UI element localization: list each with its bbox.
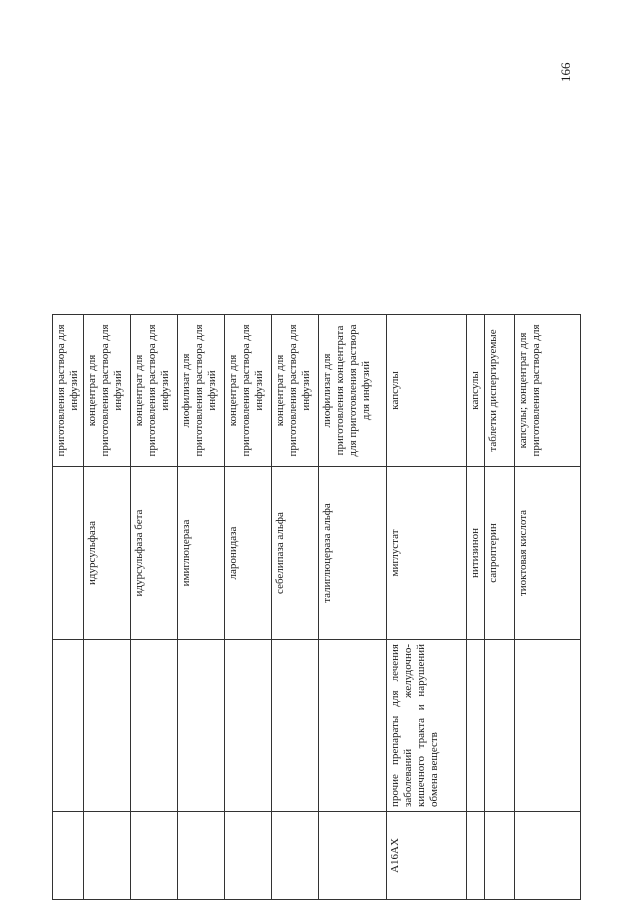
drug-name-cell: нитизинон: [467, 467, 485, 640]
group-cell: [272, 640, 319, 812]
dosage-form-cell: лиофилизат для приготовления раствора для инфузий: [178, 315, 225, 467]
drug-name-cell: себелипаза альфа: [272, 467, 319, 640]
drug-table: [52, 314, 581, 900]
table-row: [319, 315, 387, 900]
dosage-form-cell: лиофилизат для приготовления концентрата для приготовления раствора для инфузий: [319, 315, 387, 467]
dosage-form-cell: капсулы; концентрат для приготовления раствора для: [515, 315, 581, 467]
drug-name-cell: миглустат: [387, 467, 467, 640]
group-cell: [53, 640, 84, 812]
table-row: [387, 315, 467, 900]
atc-code-cell: [485, 812, 515, 900]
dosage-form-cell: капсулы: [467, 315, 485, 467]
group-cell: [84, 640, 131, 812]
atc-code-cell: [319, 812, 387, 900]
drug-name-cell: тиоктовая кислота: [515, 467, 581, 640]
atc-code-cell: [515, 812, 581, 900]
table-row: [467, 315, 485, 900]
atc-code-cell: [272, 812, 319, 900]
drug-name-cell: ларонидаза: [225, 467, 272, 640]
atc-code-cell: [84, 812, 131, 900]
table-row: [131, 315, 178, 900]
table-row: [485, 315, 515, 900]
group-cell: [131, 640, 178, 812]
atc-code-cell: [131, 812, 178, 900]
group-cell: [225, 640, 272, 812]
table-row: [53, 315, 84, 900]
table-row: [515, 315, 581, 900]
group-cell: прочие препараты для лечения заболеваний желудочно-кишечного тракта и нарушений обмена веществ: [387, 640, 467, 812]
group-cell: [467, 640, 485, 812]
group-cell: [178, 640, 225, 812]
drug-name-cell: сапроптерин: [485, 467, 515, 640]
drug-name-cell: [53, 467, 84, 640]
dosage-form-cell: капсулы: [387, 315, 467, 467]
drug-name-cell: идурсульфаза бета: [131, 467, 178, 640]
atc-code-cell: [225, 812, 272, 900]
dosage-form-cell: приготовления раствора для инфузий: [53, 315, 84, 467]
table-row: [84, 315, 131, 900]
atc-code-cell: A16AX: [387, 812, 467, 900]
atc-code-cell: [467, 812, 485, 900]
drug-name-cell: талиглюцераза альфа: [319, 467, 387, 640]
group-cell: [485, 640, 515, 812]
dosage-form-cell: концентрат для приготовления раствора для инфузий: [225, 315, 272, 467]
page-number: 166: [558, 62, 573, 82]
table-row: [178, 315, 225, 900]
table-row: [272, 315, 319, 900]
drug-name-cell: идурсульфаза: [84, 467, 131, 640]
group-cell: [319, 640, 387, 812]
dosage-form-cell: концентрат для приготовления раствора для инфузий: [272, 315, 319, 467]
drug-table-rotated: [52, 315, 567, 900]
group-cell: [515, 640, 581, 812]
atc-code-cell: [178, 812, 225, 900]
drug-name-cell: имиглюцераза: [178, 467, 225, 640]
atc-code-cell: [53, 812, 84, 900]
table-row: [225, 315, 272, 900]
dosage-form-cell: таблетки диспергируемые: [485, 315, 515, 467]
dosage-form-cell: концентрат для приготовления раствора для инфузий: [131, 315, 178, 467]
dosage-form-cell: концентрат для приготовления раствора для инфузий: [84, 315, 131, 467]
